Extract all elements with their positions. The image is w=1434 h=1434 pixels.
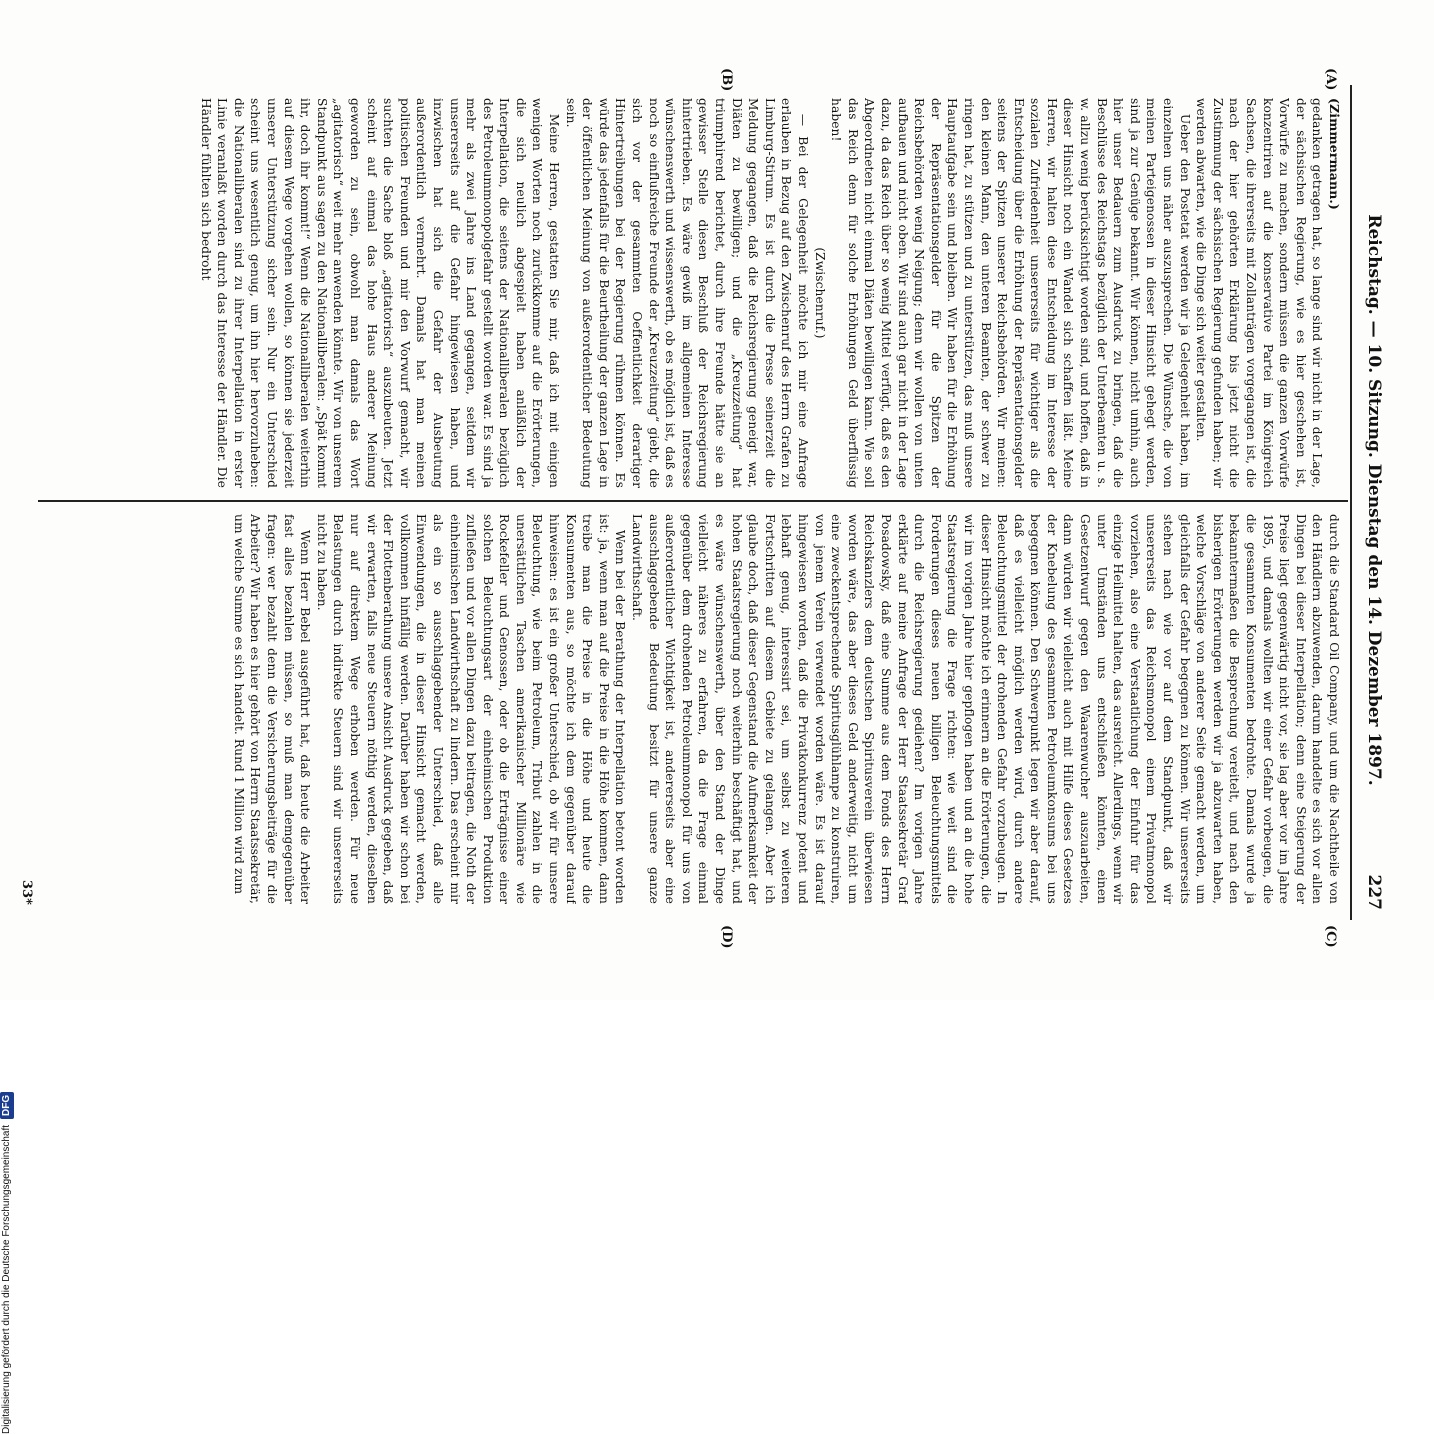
interjection: (Zwischenruf.): [812, 247, 827, 339]
margin-mark-c: (C): [1323, 925, 1338, 948]
paragraph: Wenn bei der Berathung der Interpellation betont worden ist: ja, wenn man auf die Preise in die Höhe kommen, dann treibe man die Preise in die Höhe und heute die Konsumenten aus, so möchte ich dem gegenüber darauf hinweisen: es ist ein großer Unterschied, ob wir für unsere Beleuchtung, wie beim Petroleum, Tribut zahlen in die unersättlichen Taschen amerikanischer Millionäre wie Rockefeller und Genossen, oder ob die Erträgnisse einer solchen Beleuchtungsart der einheimischen Produktion zufließen und vor allen Dingen dazu beitragen, die Noth der einheimischen Landwirthschaft zu lindern. Das erscheint mir als ein so ausschlaggebender Unterschied, daß alle Einwendungen, die in dieser Hinsicht gemacht werden, vollkommen hinfällig werden. Darüber haben wir schon bei der Flottenberathung unsere Ansicht Ausdruck gegeben, daß wir erwarten, falls neue Steuern nöthig werden, dieselben nur auf direktem Wege erhoben werden. Für neue Belastungen durch indirekte Steuern sind wir unsererseits nicht zu haben.: [314, 514, 628, 904]
margin-mark-d: (D): [719, 925, 734, 949]
paragraph: — Bei der Gelegenheit möchte ich mir eine Anfrage erlauben in Bezug auf den Zwischenruf des Herrn Grafen zu Limburg-Stirum. Es ist durch die Presse seinerzeit die Meldung gegangen, daß die Reichsregierung geneigt war, Diäten zu bewilligen; und die „Kreuzzeitung“ hat triumphirend berichtet, durch ihre Freunde hätte sie an gewisser Stelle diesen Beschluß der Reichsregierung hintertrieben. Es wäre gewiß im allgemeinen Interesse wünschenswerth und wissenswerth, ob es möglich ist, daß es noch so einflußreiche Freunde der „Kreuzzeitung“ giebt, die sich vor der gesammten Oeffentlichkeit derartiger Hintertreibungen bei der Regierung rühmen können. Es würde das jedenfalls für die Beurtheilung der ganzen Lage in der öffentlichen Meinung von außerordentlicher Bedeutung sein.: [563, 98, 810, 488]
paragraph: durch die Standard Oil Company, und um die Nachtheile von den Händlern abzuwenden, darum handelte es sich vor allen Dingen bei dieser Interpellation; denn eine Steigerung der Preise liegt gegenwärtig nicht vor, sie lag aber vor im Jahre 1895, und damals wollten wir einer Gefahr vorbeugen, die die gesammten Konsumenten bedrohte. Damals wurde ja bekanntermaßen die Besprechung vereitelt, und nach den bisherigen Erörterungen werden wir ja abzuwarten haben, welche Vorschläge von anderer Seite gemacht werden, um gleichfalls der Gefahr begegnen zu können. Wir unsererseits stehen nach wie vor auf dem Standpunkt, daß wir unsererseits das Reichsmonopol einem Privatmonopol vorziehen, also eine Verstaatlichung der Einfuhr für das einzige Heilmittel halten, das ausreicht. Allerdings, wenn wir unter Umständen uns entschließen könnten, einen Gesetzentwurf gegen den Waarenwucher auszuarbeiten, dann würden wir vielleicht auch mit Hilfe dieses Gesetzes der Knebelung des gesammten Petroleumkonsums bei uns begegnen können. Den Schwerpunkt legen wir aber darauf, daß es vielleicht möglich werden wird, durch andere Beleuchtungsmittel der drohenden Gefahr vorzubeugen. In dieser Hinsicht möchte ich erinnern an die Erörterungen, die wir im vorigen Jahre hier gepflogen haben und an die hohe Staatsregierung die Frage richten: wie weit sind die Forderungen dieses neuen billigen Beleuchtungsmittels durch die Reichsregierung gediehen? Im vorigen Jahre erklärte auf meine Anfrage der Herr Staatssekretär Graf Posadowsky, daß eine Summe aus dem Fonds des Herrn Reichskanzlers dem deutschen Spiritusverein überwiesen worden wäre, das aber dieses Geld anderweitig, nicht um eine zweckentsprechende Spiritusglühlampe zu konstruiren, von jenem Verein verwendet worden wäre. Es ist darauf hingewiesen worden, daß die Privatkonkurrenz potent und lebhaft genug, interessirt sei, um selbst zu weiteren Fortschritten auf diesem Gebiete zu gelangen. Aber ich glaube doch, daß dieser Gegenstand die Aufmerksamkeit der hohen Staatsregierung noch weiterhin beschäftigt hat, und es wäre wünschenswerth, über den Stand der Dinge vielleicht näheres zu erfahren, da die Frage einmal gegenüber dem drohenden Petroleummonopol für uns von außerordentlicher Wichtigkeit ist, andererseits aber eine ausschlaggebende Bedeutung besitzt für unsere ganze Landwirthschaft.: [630, 514, 1341, 904]
paragraph: Meine Herren, gestatten Sie mir, daß ich mit einigen wenigen Worten noch zurückkomme auf die Erörterungen, die sich neulich abgespielt haben anläßlich der Interpellation, die seitens der Nationalliberalen bezüglich des Petroleummonopolgefahr gestellt worden war. Es sind ja mehr als zwei Jahre ins Land gegangen, seitdem wir unsererseits auf die Gefahr hingewiesen haben, und inzwischen hat sich die Gefahr der Ausbeutung außerordentlich vermehrt. Damals hat man meinen politischen Freunden und mir den Vorwurf gemacht, wir suchten die Sache bloß „agitatorisch“ auszubeuten. Jetzt scheint auf einmal das hohe Haus anderer Meinung geworden zu sein, obwohl man damals das Wort „agitatorisch“ weit mehr anwenden könnte. Wir von unserem Standpunkt aus sagen zu den Nationalliberalen: „Spät kommt ihr, doch ihr kommt!“ Wenn die Nationalliberalen weiterhin auf diesem Wege vorgehen wollen, so können sie jederzeit unserer Unterstützung sicher sein. Nur ein Unterschied scheint uns wesentlich genug, um ihn hier hervorzuheben: die Nationalliberalen sind zu ihrer Interpellation in erster Linie veranlaßt worden durch das Interesse der Händler. Die Händler fühlten sich bedroht: [198, 98, 562, 488]
paragraph: gedanken getragen hat, so lange sind wir nicht in der Lage, der sächsischen Regierung, wie es hier geschehen ist, Vorwürfe zu machen, sondern müssen die ganzen Vorwürfe konzentriren auf die konservative Partei im Königreich Sachsen, die ihrerseits mit Zollanträgen vorgegangen ist, die nach der hier gehörten Erklärung bis jetzt nicht die Zustimmung der sächsischen Regierung gefunden haben; wir werden abwarten, wie die Dinge sich weiter gestalten.: [1194, 98, 1325, 488]
page-number: 227: [1364, 874, 1384, 910]
paragraph: Wenn Herr Bebel ausgeführt hat, daß heute die Arbeiter fast alles bezahlen müssen, so muß man demgegenüber fragen: wer bezahlt denn die Versicherungsbeiträge für die Arbeiter? Wir haben es hier gehört von Herrn Staatssekretär, um welche Summe es sich handelt. Rund 1 Million wird zum: [231, 514, 313, 904]
speaker-name: (Zimmermann.): [1327, 98, 1342, 210]
digitization-text: Digitalisierung gefördert durch die Deutsche Forschungsgemeinschaft: [1, 1124, 12, 1434]
margin-mark-a: (A): [1323, 68, 1338, 91]
digitization-note: [0, 434, 14, 1434]
paragraph: Ueber den Postetat werden wir ja Gelegenheit haben, im einzelnen uns näher auszusprechen. Die Wünsche, die von meinen Parteigenossen in dieser Hinsicht gehegt werden, sind ja zur Genüge bekannt. Wir können, nicht umhin, auch hier unser Bedauern zum Ausdruck zu bringen, daß die Beschlüsse des Reichstags bezüglich der Unterbeamten u. s. w. allzu wenig berücksichtigt worden sind, und hoffen, daß in dieser Hinsicht noch ein Wandel sich schaffen läßt. Meine Herren, wir halten diese Entscheidung im Interesse der sozialen Zufriedenheit unsererseits für wichtiger als die Entscheidung über die Erhöhung der Repräsentationsgelder seitens der Spitzen unserer Reichsbehörden. Wir meinen: den kleinen Mann, den unteren Beamten, der schwer zu ringen hat, zu stützen und zu unterstützen, das muß unsere Hauptaufgabe sein und bleiben. Wir haben für die Erhöhung der Repräsentationsgelder für die Spitzen der Reichsbehörden wenig Neigung; denn wir wollen von unten aufbauen und nicht oben. Wir sind auch gar nicht in der Lage dazu, da das Reich über so wenig Mittel verfügt, daß es den Abgeordneten nicht einmal Diäten bewilligen kann. Wie soll das Reich denn für solche Erhöhungen Geld überflüssig haben!: [829, 98, 1192, 488]
dfg-logo: DFG: [0, 1092, 14, 1119]
signature-mark: 33*: [19, 880, 34, 905]
header-title: Reichstag. — 10. Sitzung. Dienstag den 14. Dezember 1897.: [1364, 214, 1384, 786]
margin-mark-b: (B): [719, 68, 734, 92]
